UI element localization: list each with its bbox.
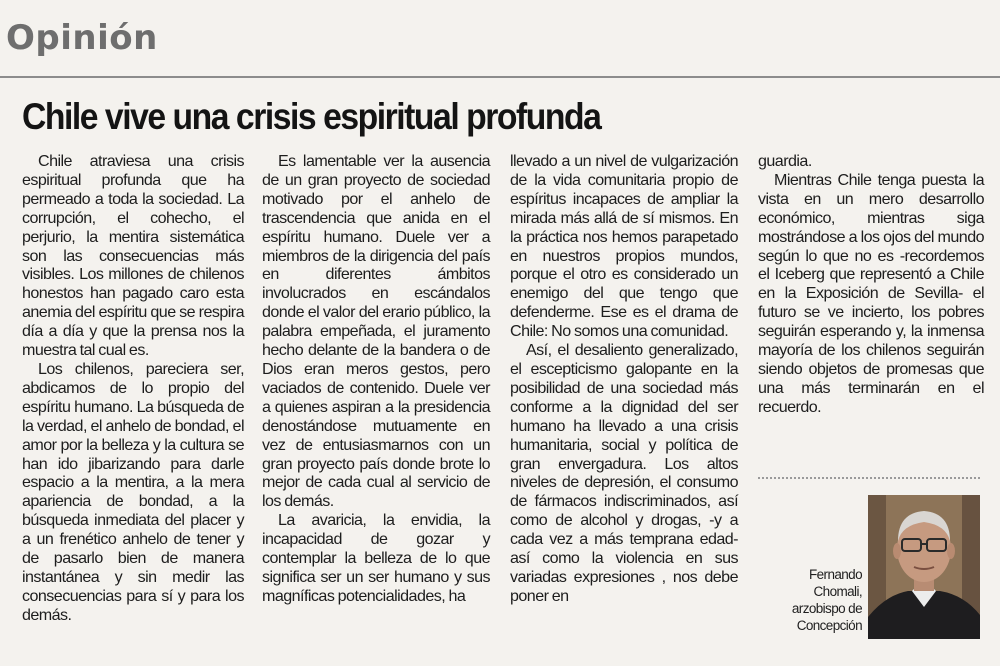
paragraph: Los chilenos, pareciera ser, abdicamos de lo propio del espíritu humano. La búsqueda de la verdad, el anhelo de bondad, el amor por la belleza y la cultura se han ido jibarizando para darle espacio a la mentira, a la mera apariencia de bondad, a la búsqueda inmediata del placer y a un frenético anhelo de tener y de pasarlo bien de manera instantánea y sin medir las consecuencias para sí y para los demás. — [22, 359, 244, 624]
paragraph: La avaricia, la envidia, la incapacidad de gozar y contemplar la belleza de lo que significa ser un ser humano y sus magníficas potencialidades, ha — [262, 511, 490, 605]
portrait-icon — [868, 495, 980, 639]
article-column-2 — [262, 152, 490, 606]
article-column-3 — [510, 152, 738, 606]
paragraph: Chile atraviesa una crisis espiritual profunda que ha permeado a toda la sociedad. La corrupción, el cohecho, el perjurio, la mentira sistemática son las consecuencias más visibles. Los millones de chilenos honestos han pagado caro esta anemia del espíritu que se respira día a día y que la prensa nos la muestra tal cual es. — [22, 152, 244, 360]
author-title-line: arzobispo de — [791, 601, 862, 616]
section-divider — [0, 76, 1000, 78]
article-column-4 — [758, 152, 984, 417]
author-name-line: Chomali, — [813, 584, 862, 599]
paragraph: Así, el desaliento generalizado, el escepticismo galopante en la posibilidad de una sociedad más conforme a la dignidad del ser humano ha llevado a una crisis humanitaria, social y política de gran envergadura. Los altos niveles de depresión, el consumo de fármacos indiscriminados, así como de alcohol y drogas, -y a cada vez a más temprana edad- así como la violencia en sus variadas expresiones , nos debe poner en — [510, 341, 738, 605]
paragraph: Es lamentable ver la ausencia de un gran proyecto de sociedad motivado por el anhelo de trascendencia que anida en el espíritu humano. Duele ver a miembros de la dirigencia del país en diferentes ámbitos involucrados en escándalos donde el valor del erario público, la palabra empeñada, el juramento hecho delante de la bandera o de Dios eran meros gestos, pero vaciados de contenido. Duele ver a quienes aspiran a la presidencia denostándose mutuamente en vez de entusiasmarnos con un gran proyecto país donde brote lo mejor de cada cual al servicio de los demás. — [262, 152, 490, 511]
paragraph: guardia. — [758, 152, 812, 170]
author-title-line: Concepción — [796, 618, 862, 633]
author-byline — [760, 566, 862, 634]
author-divider — [758, 477, 980, 479]
author-name-line: Fernando — [809, 567, 862, 582]
article-headline: Chile vive una crisis espiritual profunda — [22, 96, 601, 137]
paragraph: llevado a un nivel de vulgarización de la vida comunitaria propio de espíritus incapaces de ampliar la mirada más allá de sí mismos. En la práctica nos hemos parapetado en nuestros propios mundos, porque el otro es considerado un enemigo del que tengo que defenderme. Ese es el drama de Chile: No somos una comunidad. — [510, 152, 738, 341]
section-label: Opinión — [6, 18, 158, 58]
author-photo — [868, 495, 980, 639]
article-column-1 — [22, 152, 244, 625]
paragraph: Mientras Chile tenga puesta la vista en un mero desarrollo económico, mientras siga mostrándose a los ojos del mundo según lo que no es -recordemos el Iceberg que representó a Chile en la Exposición de Sevilla- el futuro se ve incierto, los pobres seguirán esperando y, la inmensa mayoría de los chilenos seguirán siendo objetos de promesas que una más terminarán en el recuerdo. — [758, 170, 984, 416]
